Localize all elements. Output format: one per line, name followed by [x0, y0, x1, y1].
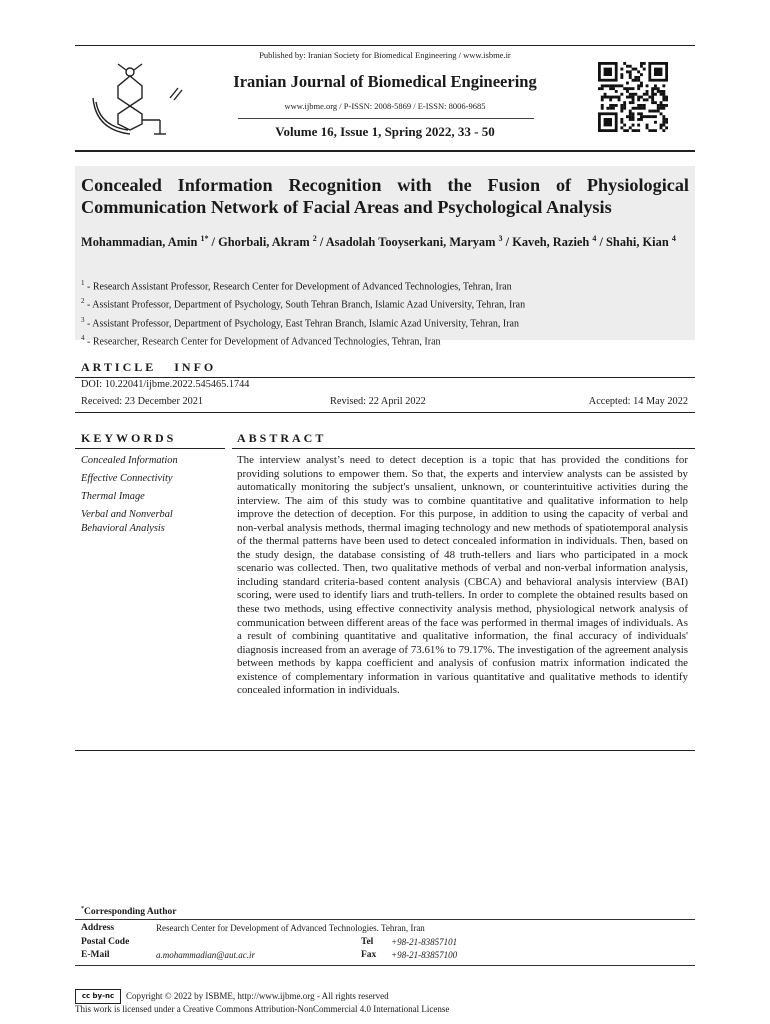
paper-title-line2: Communication Network of Facial Areas and Psychological Analysis [81, 197, 612, 217]
paper-title-line1: Concealed Information Recognition with the Fusion of Physiological [81, 175, 689, 195]
license-line: This work is licensed under a Creative Commons Attribution-NonCommercial 4.0 International License [75, 1004, 450, 1014]
affiliation-item [81, 276, 525, 294]
affiliation-number: 4 [81, 333, 85, 342]
author-list [81, 230, 691, 251]
author-name: Shahi, Kian [606, 235, 672, 250]
affiliation-item [81, 313, 525, 331]
affiliation-number: 1 [81, 279, 85, 287]
fax-value: +98-21-83857100 [391, 950, 458, 960]
author-affiliation-mark: 2 [312, 234, 317, 243]
qr-code-icon [598, 62, 668, 132]
cc-license-icon[interactable]: cc by-nc [75, 989, 121, 1004]
keywords-heading: KEYWORDS [81, 431, 177, 445]
author-name: Ghorbali, Akram [218, 235, 313, 250]
author-affiliation-mark: 4 [671, 234, 676, 243]
header-mid-rule [238, 118, 534, 119]
author-name: Asadolah Tooyserkani, Maryam [325, 235, 499, 250]
author-affiliation-mark: 3 [498, 234, 503, 243]
email-label: E-Mail [81, 950, 110, 960]
doi-link[interactable]: DOI: 10.22041/ijbme.2022.545465.1744 [81, 379, 250, 390]
address-value: Research Center for Development of Advanced Technologies. Tehran, Iran [156, 923, 425, 933]
received-date: Received: 23 December 2021 [81, 396, 204, 407]
corresponding-mark: * [81, 906, 84, 912]
volume-line: Volume 16, Issue 1, Spring 2022, 33 - 50 [275, 124, 495, 139]
abstract-heading: ABSTRACT [237, 431, 327, 445]
author-affiliation-mark: 4 [592, 234, 597, 243]
email-value[interactable]: a.mohammadian@aut.ac.ir [156, 950, 256, 960]
article-info-heading: ARTICLE INFO [81, 360, 217, 374]
author-separator: / [502, 235, 513, 250]
affiliation-text: - Assistant Professor, Department of Psychology, East Tehran Branch, Islamic Azad University, Tehran, Iran [84, 317, 519, 329]
corr-top-rule [75, 919, 695, 920]
postal-code-label: Postal Code [81, 937, 130, 947]
abstract-text: The interview analyst’s need to detect deception is a topic that has provided the conditions for providing solutions to empower them. So that, the experts and interview analysts can be assisted by automatically monitoring the subject's unsalient, unknown, or counterintuitive activities during the interview. The aim of this study was to combine quantitative and qualitative information to help improve the detection of deception. For this purpose, in addition to using the capacity of verbal and non-verbal analysis methods, thermal imaging technology and new methods of spatiotemporal analysis of the thermal patterns have been used to detect concealed information in individuals. Then, based on the study design, the database consisting of 48 truth-tellers and liars who participated in a mock scenario was collected. Then, two qualitative methods of verbal and non-verbal information analysis, including standard criteria-based content analysis (CBCA) and behavioral analysis interview (BAI) scoring, were used to identify liars and truth-tellers. In order to complete the obtained results based on these two methods, using effective connectivity analysis method, physiological network analysis of communication between different areas of the face was performed in thermal images of individuals. As a result of combining quantitative and qualitative information, the final accuracy of individuals' diagnosis increased from an average of 73.61% to 79.17%. The investigation of the agreement analysis between methods by kappa coefficient and analysis of confusion matrix information indicated the existence of complementary information in various quantitative and qualitative methods to identify concealed information in individuals. [237, 454, 688, 697]
affiliation-text: - Assistant Professor, Department of Psychology, South Tehran Branch, Islamic Azad University, Tehran, Iran [84, 299, 526, 311]
affiliation-item [81, 331, 525, 349]
author-separator: / [596, 235, 607, 250]
corresponding-author-heading [81, 906, 176, 917]
affiliation-text: - Research Assistant Professor, Research Center for Development of Advanced Technologies, Tehran, Iran [84, 281, 512, 293]
journal-name: Iranian Journal of Biomedical Engineering [233, 72, 537, 91]
keyword-item: Concealed Information [81, 455, 178, 466]
affiliation-number: 2 [81, 297, 85, 306]
address-label: Address [81, 923, 115, 933]
tel-value: +98-21-83857101 [391, 937, 458, 947]
keyword-item: Effective Connectivity [81, 473, 173, 484]
copyright-line: Copyright © 2022 by ISBME, http://www.ijbme.org - All rights reserved [126, 991, 389, 1001]
header-top-rule [75, 45, 695, 46]
author-separator: / [316, 235, 326, 250]
keyword-list [81, 454, 231, 540]
affiliation-item [81, 294, 525, 312]
author-name: Kaveh, Razieh [512, 235, 593, 250]
fax-label: Fax [361, 950, 377, 960]
author-separator: / [208, 235, 219, 250]
keyword-item: Verbal and Nonverbal Behavioral Analysis [81, 509, 173, 534]
affiliation-number: 3 [81, 315, 85, 324]
author-name: Mohammadian, Amin [81, 235, 201, 250]
published-by-line: Published by: Iranian Society for Biomedical Engineering / www.isbme.ir [259, 50, 511, 60]
affiliation-text: - Researcher, Research Center for Development of Advanced Technologies, Tehran, Iran [84, 336, 441, 348]
tel-label: Tel [361, 937, 374, 947]
author-affiliation-mark: 1* [200, 234, 209, 243]
journal-issn-line: www.ijbme.org / P-ISSN: 2008-5869 / E-ISSN: 8006-9685 [284, 101, 486, 111]
affiliation-list [81, 276, 525, 349]
abstract-rule [232, 448, 695, 449]
header-bottom-rule [75, 150, 695, 152]
article-info-bottom-rule [75, 412, 695, 413]
abstract-bottom-rule [75, 750, 695, 751]
article-info-rule [75, 377, 695, 378]
corresponding-heading-text: Corresponding Author [84, 907, 177, 918]
corr-bottom-rule [75, 965, 695, 966]
keyword-item: Thermal Image [81, 491, 145, 502]
revised-date: Revised: 22 April 2022 [330, 396, 426, 407]
keywords-rule [75, 448, 225, 449]
accepted-date: Accepted: 14 May 2022 [588, 396, 688, 407]
